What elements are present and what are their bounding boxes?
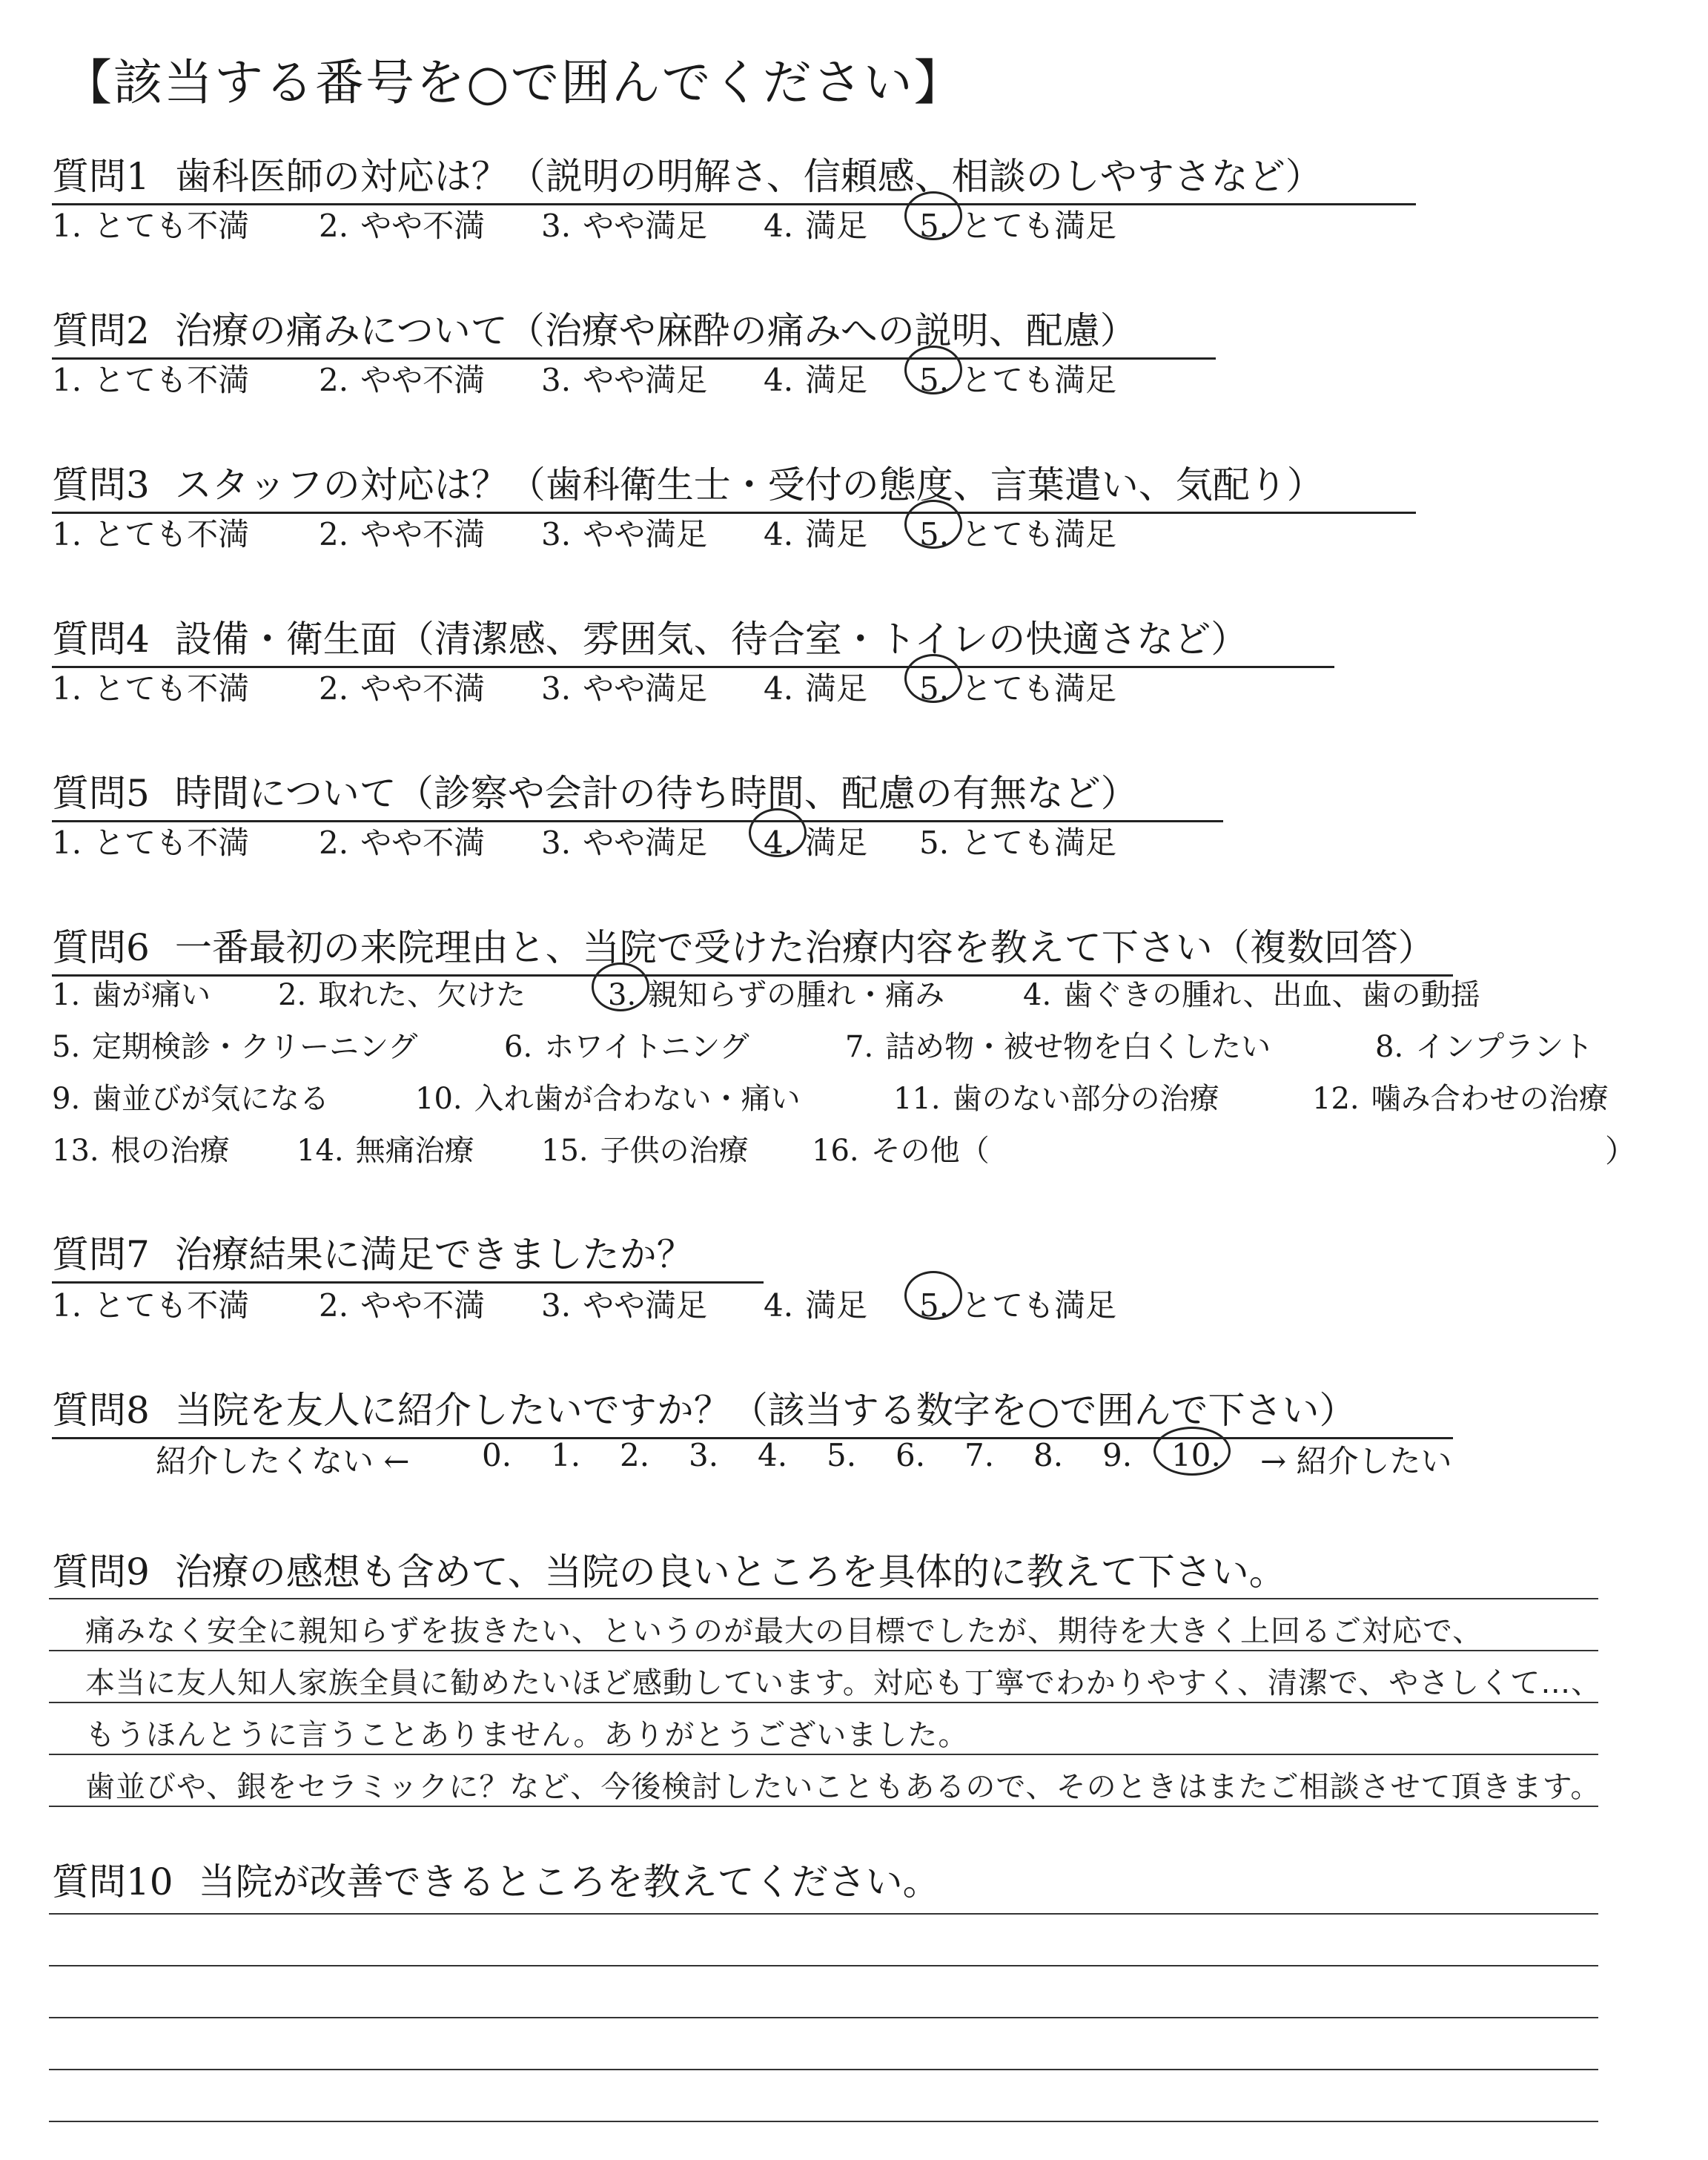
option-number: 3. xyxy=(608,978,637,1012)
q6-option-9[interactable] xyxy=(52,1075,329,1117)
question-2-options xyxy=(52,356,1238,400)
question-number: 質問9 xyxy=(52,1550,150,1593)
option-3[interactable] xyxy=(541,510,707,555)
q6-option-5[interactable] xyxy=(52,1023,417,1066)
option-label: 満足 xyxy=(805,670,868,707)
option-5[interactable] xyxy=(919,1281,1116,1326)
option-1[interactable] xyxy=(52,819,249,863)
q6-option-6[interactable] xyxy=(504,1023,749,1066)
scale-number: 10. xyxy=(1171,1437,1221,1473)
scale-left-label: 紹介したくない ← xyxy=(156,1443,410,1479)
answer-line xyxy=(49,1965,1598,1966)
q8-scale xyxy=(156,1437,1564,1482)
scale-value-4[interactable] xyxy=(758,1437,787,1473)
question-4-options xyxy=(52,664,1238,709)
option-1[interactable] xyxy=(52,356,249,400)
option-number: 12. xyxy=(1312,1082,1360,1116)
option-5[interactable] xyxy=(919,819,1116,863)
answer-line xyxy=(49,1702,1598,1703)
question-8-title xyxy=(52,1381,1453,1439)
option-number: 15. xyxy=(541,1134,589,1168)
scale-number: 4. xyxy=(758,1437,788,1473)
scale-number: 7. xyxy=(964,1437,995,1473)
option-label: とても満足 xyxy=(961,670,1117,707)
q6-option-11[interactable] xyxy=(893,1075,1219,1117)
q6-option-13[interactable] xyxy=(52,1127,230,1169)
scale-number: 1. xyxy=(551,1437,581,1473)
handwritten-answer-line: 痛みなく安全に親知らずを抜きたい、というのが最大の目標でしたが、期待を大きく上回るご対応で、 xyxy=(85,1614,1483,1648)
option-number: 6. xyxy=(504,1030,533,1064)
scale-value-9[interactable] xyxy=(1102,1437,1132,1473)
option-number: 4. xyxy=(764,516,794,552)
option-number: 1. xyxy=(52,670,82,707)
option-label: 満足 xyxy=(805,1287,868,1324)
q6-option-8[interactable] xyxy=(1375,1023,1593,1066)
question-3-options xyxy=(52,510,1238,555)
answer-line xyxy=(49,1650,1598,1651)
option-4[interactable] xyxy=(764,664,867,709)
q6-option-16[interactable] xyxy=(812,1127,990,1169)
option-number: 1. xyxy=(52,516,82,552)
question-7-title xyxy=(52,1225,764,1284)
question-5-title xyxy=(52,764,1223,822)
question-1-options xyxy=(52,202,1238,246)
scale-number: 3. xyxy=(689,1437,719,1473)
question-text: 当院を友人に紹介したいですか？（該当する数字を○で囲んで下さい） xyxy=(174,1389,1357,1432)
question-4-title xyxy=(52,610,1334,668)
scale-right-label: → 紹介したい xyxy=(1260,1443,1452,1479)
option-number: 4. xyxy=(764,208,794,244)
option-2[interactable] xyxy=(319,664,485,709)
option-1[interactable] xyxy=(52,510,249,555)
scale-value-5[interactable] xyxy=(827,1437,856,1473)
option-number: 9. xyxy=(52,1082,81,1116)
option-label: 歯ぐきの腫れ、出血、歯の動揺 xyxy=(1063,978,1480,1012)
option-number: 2. xyxy=(319,670,349,707)
option-label: 満足 xyxy=(805,208,868,244)
option-label: やや不満 xyxy=(360,670,486,707)
option-3[interactable] xyxy=(541,202,707,246)
question-text: 時間について（診察や会計の待ち時間、配慮の有無など） xyxy=(174,772,1138,815)
option-number: 2. xyxy=(278,978,307,1012)
option-number: 2. xyxy=(319,825,349,861)
option-2[interactable] xyxy=(319,202,485,246)
option-label: 子供の治療 xyxy=(600,1134,749,1168)
option-3[interactable] xyxy=(541,1281,707,1326)
option-label: 根の治療 xyxy=(110,1134,230,1168)
scale-value-7[interactable] xyxy=(964,1437,994,1473)
option-number: 5. xyxy=(919,362,950,398)
option-number: 11. xyxy=(893,1082,941,1116)
option-number: 4. xyxy=(764,670,794,707)
option-label: 満足 xyxy=(805,516,868,552)
option-number: 14. xyxy=(297,1134,344,1168)
handwritten-answer-line: もうほんとうに言うことありません。ありがとうございました。 xyxy=(85,1718,969,1752)
question-3-title xyxy=(52,455,1416,514)
scale-number: 9. xyxy=(1102,1437,1133,1473)
option-number: 5. xyxy=(919,1287,950,1324)
option-3[interactable] xyxy=(541,664,707,709)
question-text: 治療の痛みについて（治療や麻酔の痛みへの説明、配慮） xyxy=(174,309,1137,352)
answer-line xyxy=(49,1598,1598,1599)
option-label: 入れ歯が合わない・痛い xyxy=(474,1082,801,1116)
option-label: その他（ xyxy=(870,1134,990,1168)
option-number: 5. xyxy=(919,670,950,707)
option-1[interactable] xyxy=(52,202,249,246)
q6-option-4[interactable] xyxy=(1023,971,1480,1014)
option-label: やや不満 xyxy=(360,362,486,398)
option-number: 10. xyxy=(415,1082,463,1116)
option-number: 5. xyxy=(919,208,950,244)
option-5[interactable] xyxy=(919,356,1116,400)
option-label: とても満足 xyxy=(961,1287,1117,1324)
option-label: やや満足 xyxy=(583,825,708,861)
scale-number: 6. xyxy=(896,1437,926,1473)
option-number: 5. xyxy=(919,825,950,861)
option-5[interactable] xyxy=(919,664,1116,709)
question-number: 質問1 xyxy=(52,155,150,198)
option-label: 親知らずの腫れ・痛み xyxy=(648,978,945,1012)
scale-value-2[interactable] xyxy=(620,1437,649,1473)
option-label: やや不満 xyxy=(360,208,486,244)
option-number: 1. xyxy=(52,362,82,398)
option-number: 3. xyxy=(541,362,572,398)
q6-option-7[interactable] xyxy=(845,1023,1271,1066)
option-label: やや不満 xyxy=(360,516,486,552)
option-label: とても満足 xyxy=(961,825,1117,861)
option-4[interactable] xyxy=(764,819,867,863)
option-number: 3. xyxy=(541,1287,572,1324)
option-label: やや満足 xyxy=(583,208,708,244)
question-1-title xyxy=(52,147,1416,205)
option-number: 1. xyxy=(52,978,81,1012)
option-label: ホワイトニング xyxy=(544,1030,749,1064)
option-5[interactable] xyxy=(919,202,1116,246)
option-number: 5. xyxy=(919,516,950,552)
option-number: 5. xyxy=(52,1030,81,1064)
option-label: 定期検診・クリーニング xyxy=(92,1030,418,1064)
scale-number: 8. xyxy=(1033,1437,1064,1473)
question-7-options xyxy=(52,1281,1238,1326)
option-label: とても不満 xyxy=(93,670,250,707)
option-number: 1. xyxy=(52,825,82,861)
q6-option-10[interactable] xyxy=(415,1075,801,1117)
answer-line xyxy=(49,1754,1598,1755)
option-1[interactable] xyxy=(52,664,249,709)
answer-line xyxy=(49,2121,1598,2122)
scale-value-1[interactable] xyxy=(551,1437,580,1473)
option-2[interactable] xyxy=(319,356,485,400)
option-number: 2. xyxy=(319,362,349,398)
question-number: 質問6 xyxy=(52,926,150,969)
option-label: 歯が痛い xyxy=(92,978,211,1012)
q6-option-1[interactable] xyxy=(52,971,211,1014)
form-header: 【該当する番号を○で囲んでください】 xyxy=(63,54,964,111)
option-2[interactable] xyxy=(319,510,485,555)
answer-line xyxy=(49,1913,1598,1915)
option-label: 歯並びが気になる xyxy=(92,1082,330,1116)
scale-number: 5. xyxy=(827,1437,857,1473)
option-label: やや不満 xyxy=(360,825,486,861)
option-5[interactable] xyxy=(919,510,1116,555)
scale-number: 0. xyxy=(482,1437,512,1473)
option-2[interactable] xyxy=(319,819,485,863)
question-5-options xyxy=(52,819,1238,863)
option-label: 詰め物・被せ物を白くしたい xyxy=(885,1030,1271,1064)
option-number: 3. xyxy=(541,670,572,707)
option-label: やや満足 xyxy=(583,362,708,398)
option-number: 3. xyxy=(541,825,572,861)
answer-line xyxy=(49,1806,1598,1807)
question-number: 質問4 xyxy=(52,618,150,661)
option-1[interactable] xyxy=(52,1281,249,1326)
q6-option-15[interactable] xyxy=(541,1127,749,1169)
scale-value-8[interactable] xyxy=(1033,1437,1063,1473)
option-number: 1. xyxy=(52,208,82,244)
other-close-paren: ） xyxy=(1605,1133,1637,1169)
answer-line xyxy=(49,2017,1598,2018)
option-label: 満足 xyxy=(805,825,868,861)
option-number: 2. xyxy=(319,516,349,552)
option-label: とても不満 xyxy=(93,208,250,244)
option-number: 3. xyxy=(541,516,572,552)
scale-value-3[interactable] xyxy=(689,1437,718,1473)
option-label: とても満足 xyxy=(961,208,1117,244)
question-number: 質問10 xyxy=(52,1860,173,1903)
option-label: 歯のない部分の治療 xyxy=(952,1082,1219,1116)
question-text: 治療結果に満足できましたか？ xyxy=(174,1233,694,1276)
question-number: 質問8 xyxy=(52,1389,150,1432)
question-10-title xyxy=(52,1852,940,1909)
option-label: とても不満 xyxy=(93,516,250,552)
option-label: やや満足 xyxy=(583,670,708,707)
option-label: やや不満 xyxy=(360,1287,486,1324)
option-label: とても不満 xyxy=(93,825,250,861)
scale-value-10[interactable] xyxy=(1171,1437,1221,1473)
question-number: 質問2 xyxy=(52,309,150,352)
option-number: 1. xyxy=(52,1287,82,1324)
answer-line xyxy=(49,2069,1598,2070)
option-number: 16. xyxy=(812,1134,859,1168)
option-label: やや満足 xyxy=(583,1287,708,1324)
option-number: 2. xyxy=(319,1287,349,1324)
option-number: 8. xyxy=(1375,1030,1404,1064)
question-text: 治療の感想も含めて、当院の良いところを具体的に教えて下さい。 xyxy=(174,1550,1286,1593)
question-2-title xyxy=(52,301,1216,360)
scale-number: 2. xyxy=(620,1437,650,1473)
option-number: 2. xyxy=(319,208,349,244)
question-number: 質問3 xyxy=(52,463,150,506)
question-6-title xyxy=(52,918,1453,977)
option-label: とても満足 xyxy=(961,516,1117,552)
question-number: 質問7 xyxy=(52,1233,150,1276)
option-label: やや満足 xyxy=(583,516,708,552)
scale-value-0[interactable] xyxy=(482,1437,512,1473)
option-label: とても不満 xyxy=(93,1287,250,1324)
option-label: 満足 xyxy=(805,362,868,398)
question-number: 質問5 xyxy=(52,772,150,815)
q6-option-14[interactable] xyxy=(297,1127,474,1169)
option-number: 4. xyxy=(764,825,794,861)
question-text: 設備・衛生面（清潔感、雰囲気、待合室・トイレの快適さなど） xyxy=(174,618,1248,661)
option-number: 4. xyxy=(764,362,794,398)
question-text: 歯科医師の対応は？（説明の明解さ、信頼感、相談のしやすさなど） xyxy=(174,155,1323,198)
q6-option-12[interactable] xyxy=(1312,1075,1609,1117)
option-2[interactable] xyxy=(319,1281,485,1326)
handwritten-answer-line: 本当に友人知人家族全員に勧めたいほど感動しています。対応も丁寧でわかりやすく、清潔で、やさしくて…、 xyxy=(85,1666,1602,1700)
option-number: 7. xyxy=(845,1030,874,1064)
option-4[interactable] xyxy=(764,510,867,555)
option-4[interactable] xyxy=(764,1281,867,1326)
q6-option-2[interactable] xyxy=(278,971,526,1014)
option-label: 無痛治療 xyxy=(355,1134,474,1168)
option-number: 4. xyxy=(764,1287,794,1324)
handwritten-answer-line: 歯並びや、銀をセラミックに？など、今後検討したいこともあるので、そのときはまたご相談させて頂きます。 xyxy=(85,1770,1601,1804)
option-4[interactable] xyxy=(764,356,867,400)
q6-option-3[interactable] xyxy=(608,971,944,1014)
option-3[interactable] xyxy=(541,819,707,863)
option-label: インプラント xyxy=(1415,1030,1594,1064)
question-text: 当院が改善できるところを教えてください。 xyxy=(198,1860,940,1903)
option-number: 4. xyxy=(1023,978,1052,1012)
scale-value-6[interactable] xyxy=(896,1437,925,1473)
option-3[interactable] xyxy=(541,356,707,400)
question-text: 一番最初の来院理由と、当院で受けた治療内容を教えて下さい（複数回答） xyxy=(174,926,1435,969)
option-label: とても満足 xyxy=(961,362,1117,398)
question-9-title xyxy=(52,1542,1286,1599)
option-4[interactable] xyxy=(764,202,867,246)
option-number: 13. xyxy=(52,1134,99,1168)
question-text: スタッフの対応は？（歯科衛生士・受付の態度、言葉遣い、気配り） xyxy=(174,463,1324,506)
option-label: とても不満 xyxy=(93,362,250,398)
option-number: 3. xyxy=(541,208,572,244)
option-label: 取れた、欠けた xyxy=(318,978,526,1012)
option-label: 噛み合わせの治療 xyxy=(1371,1082,1609,1116)
